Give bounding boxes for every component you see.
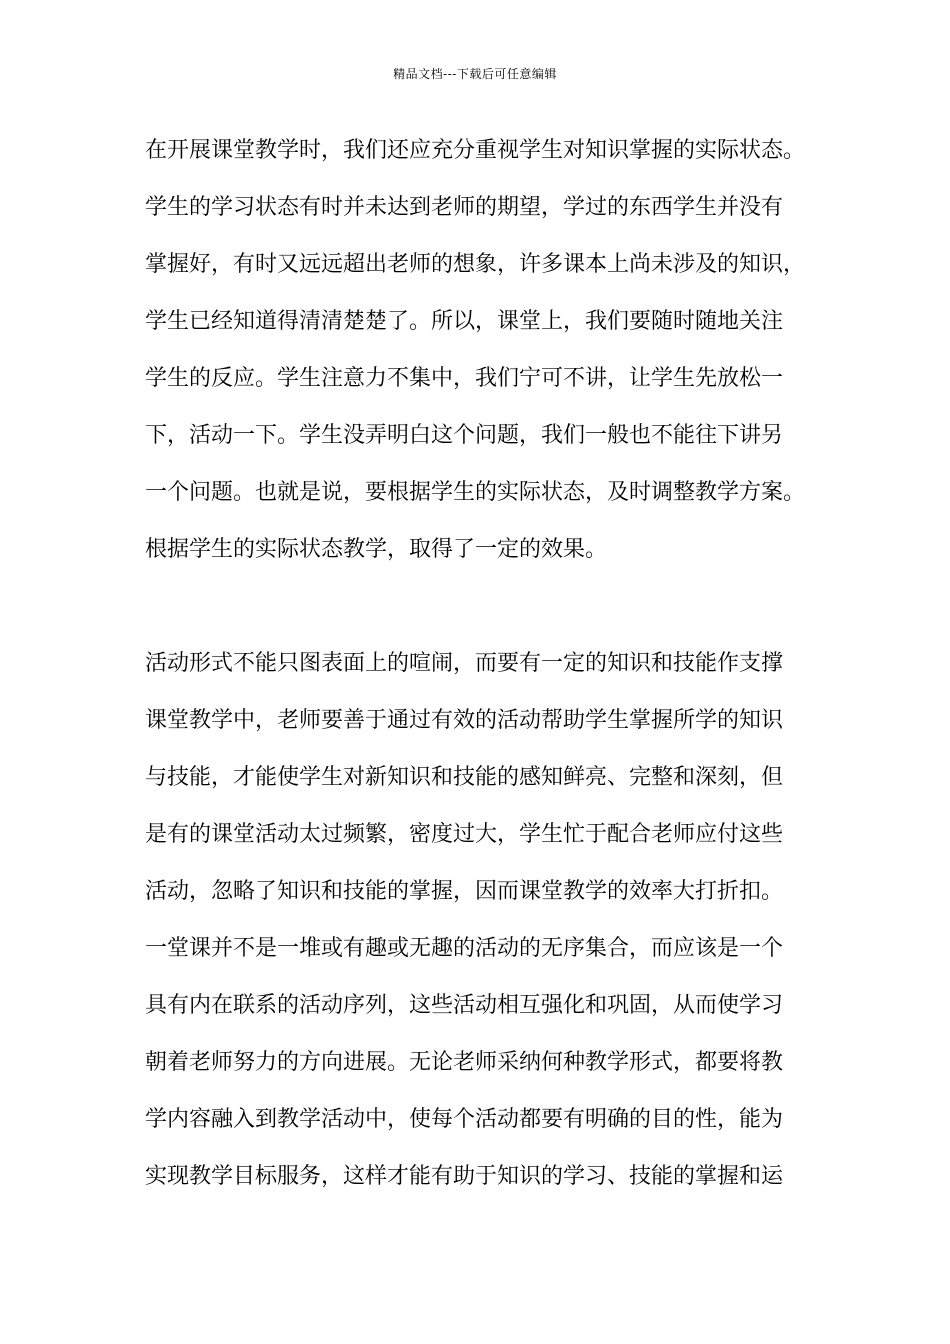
text-line: 在开展课堂教学时，我们还应充分重视学生对知识掌握的实际状态。	[145, 138, 806, 163]
text-line: 活动，忽略了知识和技能的掌握，因而课堂教学的效率大打折扣。	[145, 879, 784, 904]
text-line: 一个问题。也就是说，要根据学生的实际状态，及时调整教学方案。	[145, 480, 806, 505]
text-line: 根据学生的实际状态教学，取得了一定的效果。	[145, 537, 608, 562]
paragraph	[145, 132, 815, 588]
text-line: 学内容融入到教学活动中，使每个活动都要有明确的目的性，能为	[145, 1107, 784, 1132]
text-line: 掌握好，有时又远远超出老师的想象，许多课本上尚未涉及的知识，	[145, 252, 806, 277]
text-line: 实现教学目标服务，这样才能有助于知识的学习、技能的掌握和运	[145, 1164, 784, 1189]
paragraph	[145, 645, 815, 1215]
text-line: 是有的课堂活动太过频繁，密度过大，学生忙于配合老师应付这些	[145, 822, 784, 847]
text-line: 学生已经知道得清清楚楚了。所以，课堂上，我们要随时随地关注	[145, 309, 784, 334]
text-line: 具有内在联系的活动序列，这些活动相互强化和巩固，从而使学习	[145, 993, 784, 1018]
document-body	[145, 132, 815, 1215]
paragraph-spacer	[145, 588, 815, 645]
page-header: 精品文档---下载后可任意编辑	[393, 67, 557, 81]
text-line: 活动形式不能只图表面上的喧闹，而要有一定的知识和技能作支撑	[145, 651, 784, 676]
text-line: 下，活动一下。学生没弄明白这个问题，我们一般也不能往下讲另	[145, 423, 784, 448]
text-line: 学生的反应。学生注意力不集中，我们宁可不讲，让学生先放松一	[145, 366, 784, 391]
text-line: 与技能，才能使学生对新知识和技能的感知鲜亮、完整和深刻，但	[145, 765, 784, 790]
text-line: 学生的学习状态有时并未达到老师的期望，学过的东西学生并没有	[145, 195, 784, 220]
text-line: 朝着老师努力的方向进展。无论老师采纳何种教学形式，都要将教	[145, 1050, 784, 1075]
text-line: 一堂课并不是一堆或有趣或无趣的活动的无序集合，而应该是一个	[145, 936, 784, 961]
text-line: 课堂教学中，老师要善于通过有效的活动帮助学生掌握所学的知识	[145, 708, 784, 733]
